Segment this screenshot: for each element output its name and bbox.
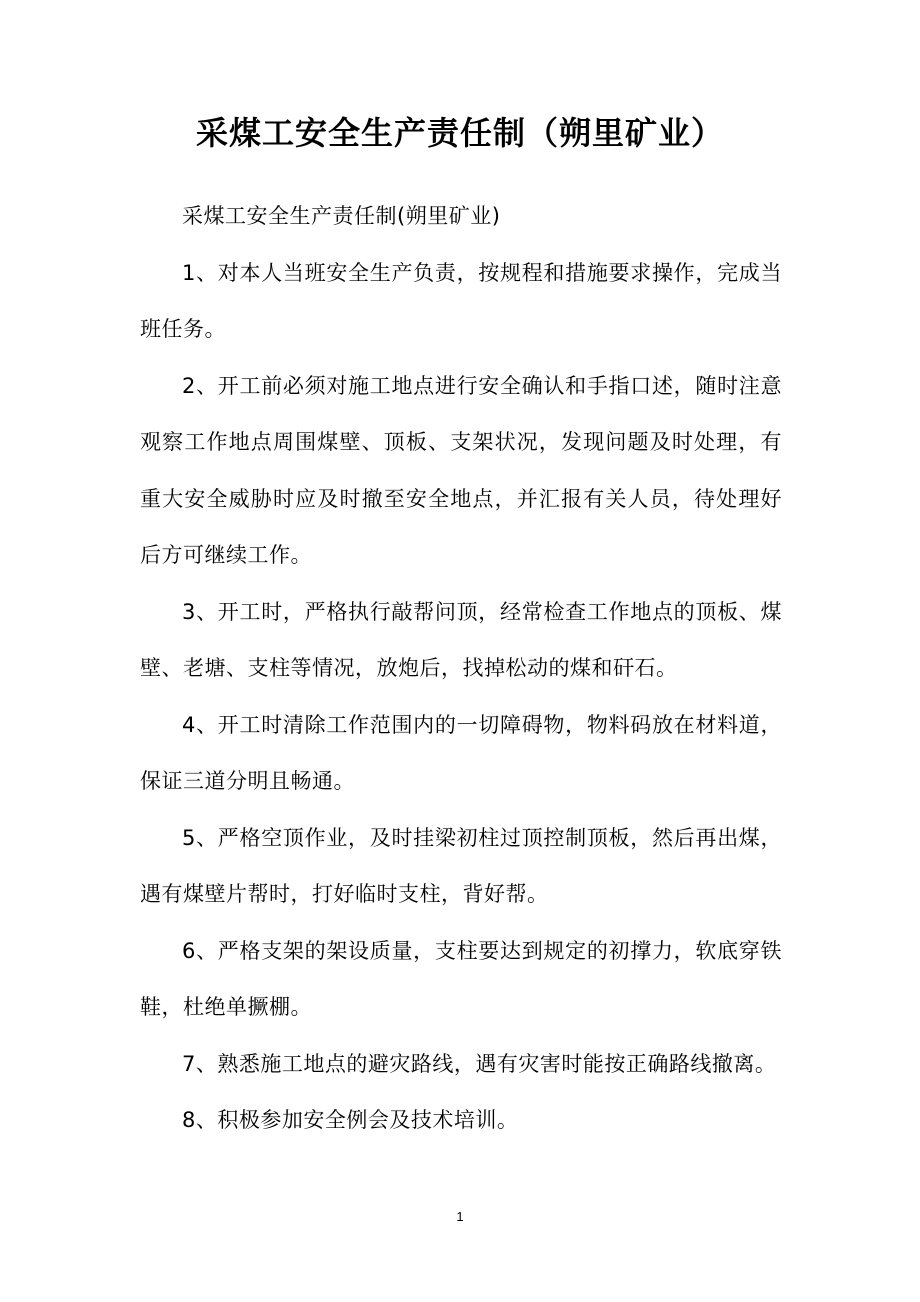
paragraph-item-7: 7、熟悉施工地点的避灾路线，遇有灾害时能按正确路线撤离。 (182, 1051, 777, 1076)
paragraph-item-4: 4、开工时清除工作范围内的一切障碍物，物料码放在材料道，保证三道分明且畅通。 (140, 712, 782, 793)
document-body (140, 188, 782, 1149)
paragraph-item-2: 2、开工前必须对施工地点进行安全确认和手指口述，随时注意观察工作地点周围煤壁、顶板、支架状况，发现问题及时处理，有重大安全威胁时应及时撤至安全地点，并汇报有关人员，待处理好后方可继续工作。 (140, 373, 782, 567)
document-title: 采煤工安全生产责任制（朔里矿业） (195, 114, 724, 152)
subtitle-paragraph: 采煤工安全生产责任制(朔里矿业) (182, 204, 501, 228)
paragraph-item-1: 1、对本人当班安全生产负责，按规程和措施要求操作，完成当班任务。 (140, 260, 782, 341)
paragraph-item-6: 6、严格支架的架设质量，支柱要达到规定的初撑力，软底穿铁鞋，杜绝单撅棚。 (140, 938, 782, 1019)
paragraph-item-5: 5、严格空顶作业，及时挂梁初柱过顶控制顶板，然后再出煤，遇有煤壁片帮时，打好临时支柱，背好帮。 (140, 825, 782, 906)
paragraph-item-3: 3、开工时，严格执行敲帮问顶，经常检查工作地点的顶板、煤壁、老塘、支柱等情况，放炮后，找掉松动的煤和矸石。 (140, 599, 782, 680)
paragraph-item-8: 8、积极参加安全例会及技术培训。 (182, 1108, 519, 1132)
page-number: 1 (456, 1209, 464, 1224)
